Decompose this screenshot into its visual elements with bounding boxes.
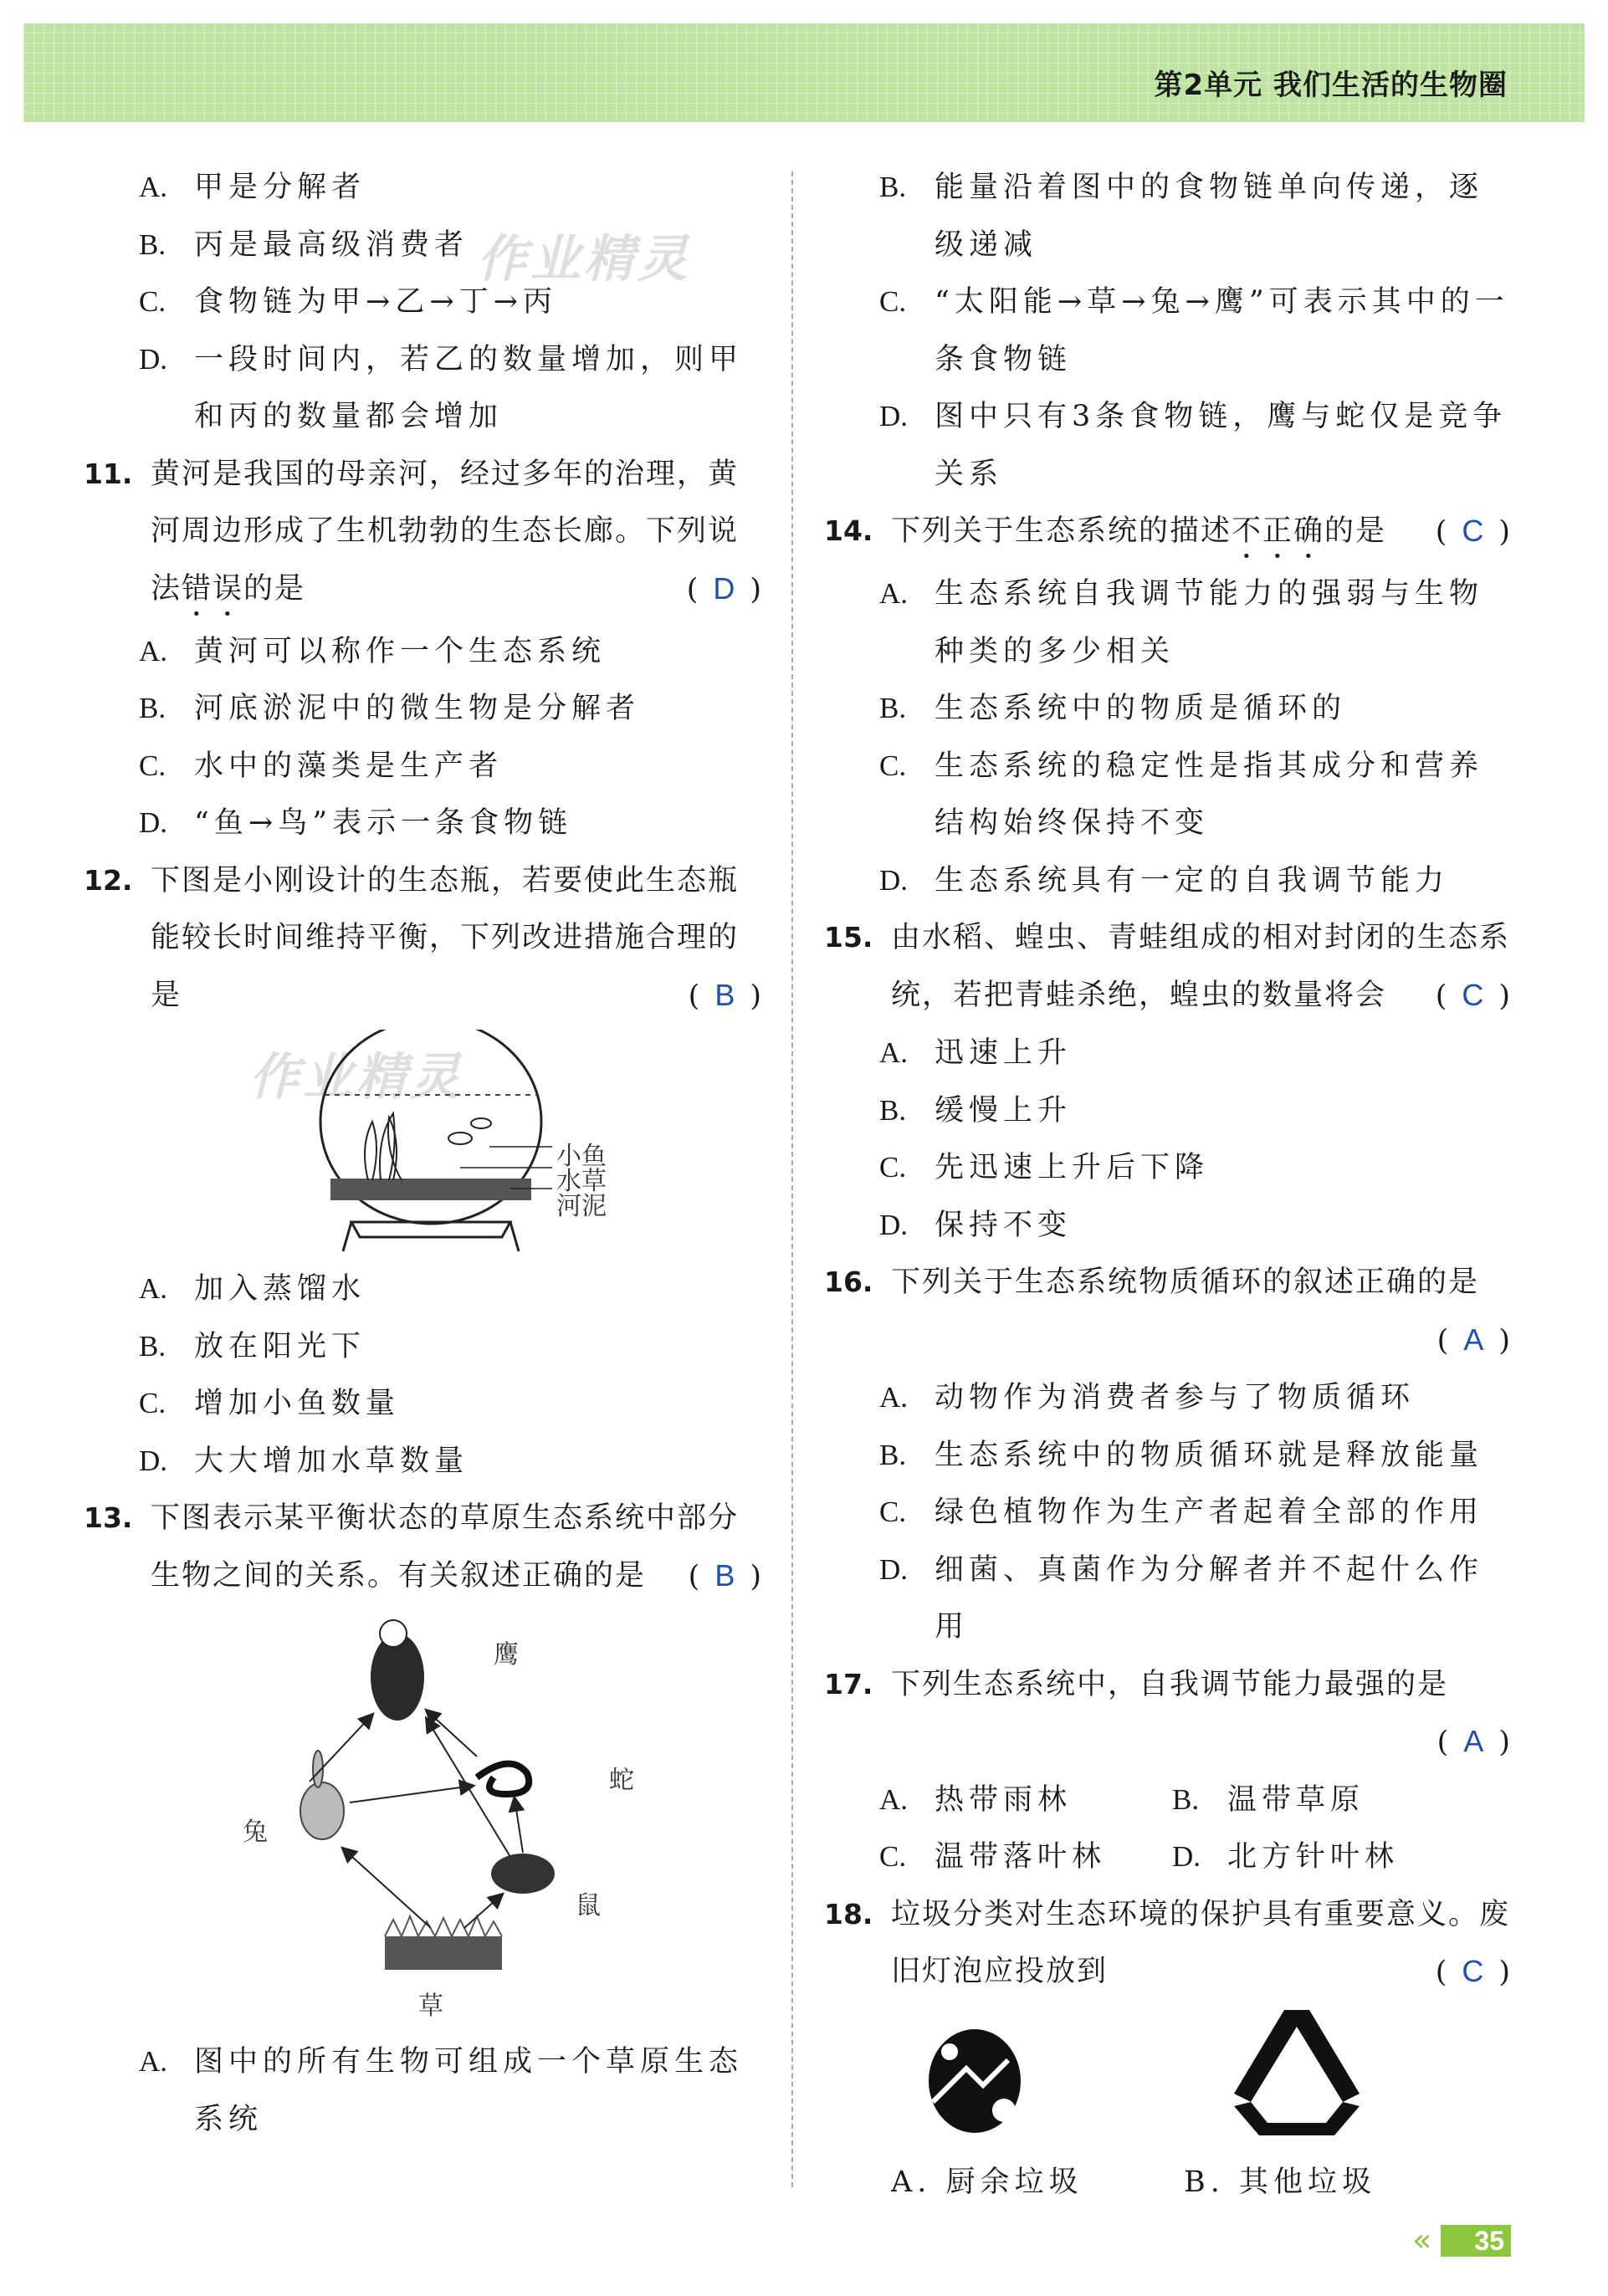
kitchen-waste-icon (929, 2029, 1021, 2133)
q12-option-c: C. 增加小鱼数量 (139, 1387, 401, 1420)
food-web-illustration (226, 1610, 728, 2028)
q11-answer: ( D ) (686, 570, 761, 606)
label-eagle: 鹰 (494, 1640, 519, 1670)
label-grass: 草 (418, 1992, 443, 2021)
q14-answer: ( C ) (1435, 514, 1510, 549)
label-snake: 蛇 (609, 1766, 634, 1795)
q13-option-a: A. 图中的所有生物可组成一个草原生态系统 (139, 2045, 744, 2136)
q14-option-b: B. 生态系统中的物质是循环的 (879, 692, 1347, 725)
q13-answer: ( B ) (688, 1557, 761, 1593)
q17-option-b: B. 温带草原 (1172, 1782, 1365, 1817)
question-18: 18. 垃圾分类对生态环境的保护具有重要意义。废旧灯泡应投放到 ( C ) (824, 1886, 1510, 2002)
label-river-mud: 河泥 (556, 1192, 607, 1221)
page-number: 35 (1441, 2225, 1511, 2257)
bin-b-caption: B. 其他垃圾 (1184, 2165, 1377, 2199)
q15-option-b: B. 缓慢上升 (879, 1093, 1073, 1128)
q11-stem: 黄河是我国的母亲河，经过多年的治理，黄河周边形成了生机勃勃的生态长廊。下列说法错误的是 (151, 457, 740, 606)
q15-option-d: D. 保持不变 (879, 1208, 1073, 1242)
unit-title: 第2单元 我们生活的生物圈 (1154, 69, 1508, 102)
label-mouse: 鼠 (576, 1891, 601, 1920)
other-waste-icon (1234, 2010, 1360, 2135)
q14-option-a: A. 生态系统自我调节能力的强弱与生物种类的多少相关 (879, 577, 1484, 668)
ecobottle-illustration (293, 1030, 711, 1255)
garbage-bin-options (824, 2002, 1510, 2211)
right-column (824, 159, 1510, 2211)
q15-option-c: C. 先迅速上升后下降 (879, 1151, 1210, 1184)
q15-answer: ( C ) (1435, 977, 1510, 1013)
watermark: 作业精灵 (477, 230, 691, 289)
q17-options (824, 1772, 1510, 1886)
question-12: 12. 下图是小刚设计的生态瓶，若要使此生态瓶能较长时间维持平衡，下列改进措施合理的是 ( B ) (84, 852, 761, 1025)
label-rabbit: 兔 (243, 1818, 268, 1847)
q12-option-a: A. 加入蒸馏水 (139, 1272, 366, 1306)
food-web-figure (84, 1610, 761, 2028)
question-11: 11. 黄河是我国的母亲河，经过多年的治理，黄河周边形成了生机勃勃的生态长廊。下列说法错误的是 ( D ) (84, 446, 761, 623)
q11-option-b: B. 河底淤泥中的微生物是分解者 (139, 692, 641, 725)
q12-option-b: B. 放在阳光下 (139, 1329, 366, 1363)
q16-answer: ( A ) (1436, 1322, 1510, 1358)
q13-option-d: D. 图中只有3条食物链，鹰与蛇仅是竞争关系 (879, 400, 1508, 491)
q17-option-c: C. 温带落叶林 (879, 1839, 1107, 1874)
q16-option-d: D. 细菌、真菌作为分解者并不起什么作用 (879, 1552, 1484, 1644)
q11-option-c: C. 水中的藻类是生产者 (139, 749, 504, 783)
q14-option-d: D. 生态系统具有一定的自我调节能力 (879, 863, 1450, 897)
garbage-bin-icons (824, 2002, 1510, 2152)
q11-option-d: D. “鱼→鸟”表示一条食物链 (139, 806, 573, 840)
q16-option-c: C. 绿色植物作为生产者起着全部的作用 (879, 1496, 1484, 1529)
q16-option-a: A. 动物作为消费者参与了物质循环 (879, 1381, 1416, 1414)
q13-option-b: B. 能量沿着图中的食物链单向传递，逐级递减 (879, 171, 1484, 262)
ecobottle-figure (84, 1030, 761, 1255)
question-13: 13. 下图表示某平衡状态的草原生态系统中部分生物之间的关系。有关叙述正确的是 ( B ) (84, 1490, 761, 1605)
question-14: 14. ( C ) 下列关于生态系统的描述不正确的是 (824, 503, 1510, 565)
label-water-plant: 水草 (556, 1167, 607, 1196)
q13-option-c: C. “太阳能→草→兔→鹰”可表示其中的一条食物链 (879, 285, 1509, 376)
q18-answer: ( C ) (1435, 1954, 1510, 1989)
q12-option-d: D. 大大增加水草数量 (139, 1444, 469, 1478)
q11-option-a: A. 黄河可以称作一个生态系统 (139, 634, 607, 668)
q14-option-c: C. 生态系统的稳定性是指其成分和营养结构始终保持不变 (879, 749, 1484, 840)
q12-answer: ( B ) (688, 977, 761, 1013)
q17-option-a: A. 热带雨林 (879, 1782, 1073, 1817)
q10-option-a: A. 甲是分解者 (139, 171, 366, 204)
question-17: 17. 下列生态系统中，自我调节能力最强的是 ( A ) (824, 1656, 1510, 1772)
question-15: 15. 由水稻、蝗虫、青蛙组成的相对封闭的生态系统，若把青蛙杀绝，蝗虫的数量将会 ( C ) (824, 909, 1510, 1025)
page-chevron-icon: « (1412, 2222, 1432, 2258)
q10-option-c: C. 食物链为甲→乙→丁→丙 (139, 285, 557, 319)
q16-option-b: B. 生态系统中的物质循环就是释放能量 (879, 1438, 1484, 1472)
q10-option-d: D. 一段时间内，若乙的数量增加，则甲和丙的数量都会增加 (139, 342, 744, 433)
q10-option-b: B. 丙是最高级消费者 (139, 228, 469, 262)
q15-option-a: A. 迅速上升 (879, 1036, 1073, 1070)
question-16: 16. 下列关于生态系统物质循环的叙述正确的是 ( A ) (824, 1254, 1510, 1369)
q17-option-d: D. 北方针叶林 (1172, 1839, 1400, 1874)
column-divider (791, 171, 793, 2187)
bin-a-caption: A. 厨余垃圾 (891, 2165, 1083, 2199)
left-column (84, 159, 761, 2148)
watermark: 作业精灵 (249, 1048, 463, 1107)
label-small-fish: 小鱼 (556, 1142, 607, 1171)
q17-answer: ( A ) (1436, 1724, 1510, 1759)
